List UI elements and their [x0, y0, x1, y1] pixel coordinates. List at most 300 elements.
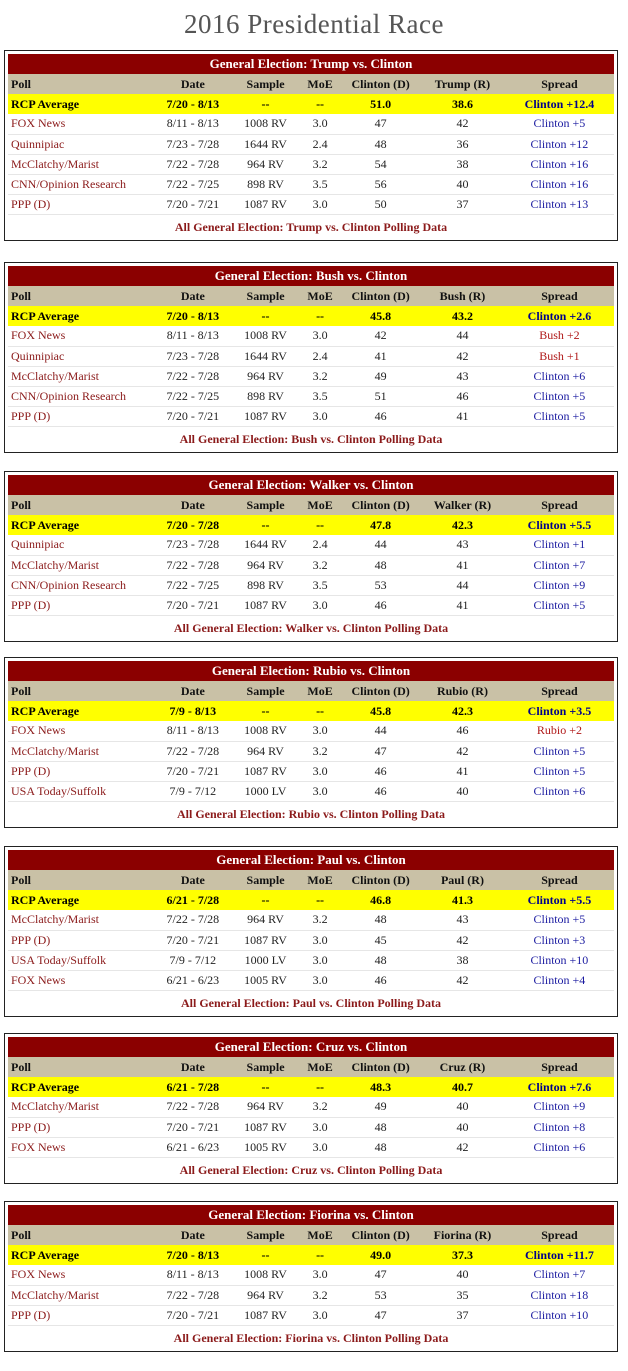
rcp-cell: -- [299, 515, 341, 535]
poll-name-link[interactable]: FOX News [8, 114, 153, 134]
table-cell: 1087 RV [232, 1305, 299, 1325]
rcp-average-row [8, 890, 614, 910]
table-cell: 7/22 - 7/28 [153, 741, 232, 761]
table-cell: 53 [341, 575, 420, 595]
spread-cell: Clinton +6 [505, 366, 614, 386]
table-cell: 1087 RV [232, 406, 299, 426]
column-header: Sample [232, 1057, 299, 1077]
poll-name-link[interactable]: Quinnipiac [8, 134, 153, 154]
table-cell: 1087 RV [232, 194, 299, 214]
table-cell: 3.5 [299, 174, 341, 194]
table-cell: 7/9 - 7/12 [153, 950, 232, 970]
poll-name-link[interactable]: FOX News [8, 326, 153, 346]
table-row [8, 721, 614, 741]
column-header: Clinton (D) [341, 870, 420, 890]
table-cell: 8/11 - 8/13 [153, 1265, 232, 1285]
poll-table-box [4, 1033, 618, 1184]
table-footer-row [8, 990, 614, 1016]
table-cell: 48 [341, 134, 420, 154]
table-cell: 1000 LV [232, 950, 299, 970]
table-cell: 7/20 - 7/21 [153, 194, 232, 214]
column-header: Date [153, 681, 232, 701]
rcp-cell: -- [299, 701, 341, 721]
table-cell: 46 [341, 761, 420, 781]
column-header: Paul (R) [420, 870, 505, 890]
polling-data-link[interactable]: All General Election: Walker vs. Clinton Polling Data [173, 620, 449, 635]
table-cell: 3.2 [299, 555, 341, 575]
poll-name-link[interactable]: USA Today/Suffolk [8, 781, 153, 801]
spread-cell: Clinton +5 [505, 595, 614, 615]
table-cell: 38 [420, 950, 505, 970]
poll-table [8, 850, 614, 1016]
poll-table [8, 661, 614, 827]
rcp-cell: 45.8 [341, 701, 420, 721]
table-row [8, 575, 614, 595]
table-cell: 7/9 - 7/12 [153, 781, 232, 801]
column-header: MoE [299, 286, 341, 306]
column-header: MoE [299, 1057, 341, 1077]
table-cell: 40 [420, 1097, 505, 1117]
table-row [8, 154, 614, 174]
poll-name-link[interactable]: CNN/Opinion Research [8, 174, 153, 194]
column-header: Clinton (D) [341, 74, 420, 94]
spread-cell: Clinton +5 [505, 386, 614, 406]
poll-name-link[interactable]: PPP (D) [8, 194, 153, 214]
column-header: Poll [8, 286, 153, 306]
spread-cell: Clinton +5 [505, 761, 614, 781]
table-cell: 47 [341, 1265, 420, 1285]
column-header: Date [153, 74, 232, 94]
table-title: General Election: Trump vs. Clinton [8, 54, 614, 74]
rcp-cell: -- [299, 306, 341, 326]
rcp-cell: 6/21 - 7/28 [153, 890, 232, 910]
table-cell: 1008 RV [232, 326, 299, 346]
table-cell: 36 [420, 134, 505, 154]
table-cell: 42 [420, 741, 505, 761]
column-header: Date [153, 870, 232, 890]
spread-cell: Clinton +4 [505, 970, 614, 990]
table-cell: 1087 RV [232, 761, 299, 781]
poll-name-link[interactable]: McClatchy/Marist [8, 366, 153, 386]
column-header: Date [153, 286, 232, 306]
rcp-cell: 41.3 [420, 890, 505, 910]
polling-data-link[interactable]: All General Election: Bush vs. Clinton Polling Data [179, 431, 443, 446]
table-cell: 6/21 - 6/23 [153, 1137, 232, 1157]
table-cell: 42 [420, 1137, 505, 1157]
column-header-row [8, 495, 614, 515]
table-cell: 3.0 [299, 326, 341, 346]
table-row [8, 1265, 614, 1285]
poll-table-box [4, 262, 618, 453]
table-cell: 2.4 [299, 535, 341, 555]
poll-table-box [4, 1201, 618, 1352]
table-cell: 3.2 [299, 910, 341, 930]
column-header: Poll [8, 681, 153, 701]
spread-cell: Clinton +16 [505, 154, 614, 174]
table-cell: 48 [341, 950, 420, 970]
table-cell: 964 RV [232, 366, 299, 386]
rcp-average-link[interactable]: RCP Average [8, 1245, 153, 1265]
table-cell: 42 [341, 326, 420, 346]
table-cell: 1005 RV [232, 1137, 299, 1157]
table-cell: 40 [420, 1265, 505, 1285]
column-header: MoE [299, 1225, 341, 1245]
table-cell: 8/11 - 8/13 [153, 326, 232, 346]
table-cell: 3.0 [299, 114, 341, 134]
rcp-average-link[interactable]: RCP Average [8, 515, 153, 535]
table-title: General Election: Bush vs. Clinton [8, 266, 614, 286]
rcp-cell: -- [299, 94, 341, 114]
rcp-cell: Clinton +11.7 [505, 1245, 614, 1265]
table-cell: 1644 RV [232, 535, 299, 555]
table-cell: 44 [420, 326, 505, 346]
table-cell: 3.2 [299, 154, 341, 174]
column-header: Clinton (D) [341, 1057, 420, 1077]
poll-name-link[interactable]: PPP (D) [8, 1117, 153, 1137]
table-cell: 46 [341, 406, 420, 426]
rcp-average-link[interactable]: RCP Average [8, 94, 153, 114]
poll-table-box [4, 471, 618, 642]
column-header: Poll [8, 1225, 153, 1245]
table-cell: 964 RV [232, 1097, 299, 1117]
column-header-row [8, 870, 614, 890]
rcp-cell: 47.8 [341, 515, 420, 535]
poll-name-link[interactable]: USA Today/Suffolk [8, 950, 153, 970]
rcp-cell: Clinton +5.5 [505, 890, 614, 910]
table-cell: 46 [420, 386, 505, 406]
rcp-cell: 7/20 - 7/28 [153, 515, 232, 535]
table-cell: 964 RV [232, 555, 299, 575]
rcp-cell: -- [232, 306, 299, 326]
table-row [8, 386, 614, 406]
table-cell: 7/20 - 7/21 [153, 1305, 232, 1325]
table-cell: 40 [420, 1117, 505, 1137]
spread-cell: Bush +1 [505, 346, 614, 366]
table-cell: 7/22 - 7/25 [153, 174, 232, 194]
column-header: Sample [232, 1225, 299, 1245]
column-header: Poll [8, 870, 153, 890]
poll-name-link[interactable]: McClatchy/Marist [8, 910, 153, 930]
rcp-average-row [8, 94, 614, 114]
column-header: Date [153, 1225, 232, 1245]
table-header-row [8, 661, 614, 681]
poll-name-link[interactable]: McClatchy/Marist [8, 1097, 153, 1117]
poll-name-link[interactable]: FOX News [8, 721, 153, 741]
rcp-cell: 38.6 [420, 94, 505, 114]
poll-name-link[interactable]: CNN/Opinion Research [8, 575, 153, 595]
table-cell: 1644 RV [232, 134, 299, 154]
column-header: Spread [505, 681, 614, 701]
table-cell: 898 RV [232, 575, 299, 595]
column-header: Poll [8, 495, 153, 515]
spread-cell: Clinton +18 [505, 1285, 614, 1305]
table-cell: 7/20 - 7/21 [153, 761, 232, 781]
table-footer-row [8, 214, 614, 240]
poll-name-link[interactable]: FOX News [8, 1265, 153, 1285]
column-header: Clinton (D) [341, 286, 420, 306]
poll-name-link[interactable]: McClatchy/Marist [8, 555, 153, 575]
rcp-average-link[interactable]: RCP Average [8, 701, 153, 721]
spread-cell: Clinton +16 [505, 174, 614, 194]
table-cell: 964 RV [232, 741, 299, 761]
column-header: Clinton (D) [341, 1225, 420, 1245]
table-cell: 7/23 - 7/28 [153, 535, 232, 555]
rcp-average-row [8, 1077, 614, 1097]
table-footer-row [8, 426, 614, 452]
column-header: Spread [505, 870, 614, 890]
table-header-row [8, 1205, 614, 1225]
polling-data-link[interactable]: All General Election: Fiorina vs. Clinton Polling Data [173, 1330, 449, 1345]
table-cell: 3.5 [299, 386, 341, 406]
table-row [8, 930, 614, 950]
table-cell: 964 RV [232, 1285, 299, 1305]
rcp-cell: Clinton +7.6 [505, 1077, 614, 1097]
table-cell: 7/22 - 7/28 [153, 555, 232, 575]
rcp-cell: -- [232, 515, 299, 535]
poll-table-box [4, 50, 618, 241]
column-header: Date [153, 495, 232, 515]
table-row [8, 781, 614, 801]
spread-cell: Clinton +9 [505, 575, 614, 595]
table-cell: 1008 RV [232, 114, 299, 134]
poll-name-link[interactable]: PPP (D) [8, 761, 153, 781]
poll-table [8, 1205, 614, 1351]
rcp-cell: 7/20 - 8/13 [153, 94, 232, 114]
table-cell: 44 [341, 721, 420, 741]
table-footer-row [8, 1157, 614, 1183]
rcp-cell: 7/9 - 8/13 [153, 701, 232, 721]
table-header-row [8, 266, 614, 286]
column-header: Cruz (R) [420, 1057, 505, 1077]
spread-cell: Clinton +5 [505, 406, 614, 426]
poll-table [8, 1037, 614, 1183]
rcp-average-row [8, 701, 614, 721]
poll-name-link[interactable]: Quinnipiac [8, 346, 153, 366]
poll-name-link[interactable]: Quinnipiac [8, 535, 153, 555]
table-cell: 3.0 [299, 406, 341, 426]
table-cell: 41 [420, 406, 505, 426]
spread-cell: Clinton +6 [505, 781, 614, 801]
table-cell: 1087 RV [232, 930, 299, 950]
table-header-row [8, 54, 614, 74]
poll-name-link[interactable]: McClatchy/Marist [8, 741, 153, 761]
rcp-cell: 49.0 [341, 1245, 420, 1265]
table-cell: 47 [341, 114, 420, 134]
table-cell: 37 [420, 1305, 505, 1325]
table-cell: 41 [420, 555, 505, 575]
table-cell: 1087 RV [232, 1117, 299, 1137]
table-cell: 42 [420, 970, 505, 990]
table-cell: 43 [420, 910, 505, 930]
column-header: MoE [299, 681, 341, 701]
table-cell: 3.0 [299, 595, 341, 615]
column-header: Sample [232, 870, 299, 890]
table-row [8, 1097, 614, 1117]
table-cell: 7/23 - 7/28 [153, 346, 232, 366]
polling-data-link[interactable]: All General Election: Trump vs. Clinton Polling Data [174, 219, 448, 234]
table-row [8, 910, 614, 930]
table-cell: 8/11 - 8/13 [153, 114, 232, 134]
table-header-row [8, 850, 614, 870]
table-cell: 1000 LV [232, 781, 299, 801]
table-footer-row [8, 1325, 614, 1351]
spread-cell: Clinton +5 [505, 910, 614, 930]
page-title: 2016 Presidential Race [184, 9, 444, 39]
rcp-cell: 7/20 - 8/13 [153, 1245, 232, 1265]
rcp-average-row [8, 306, 614, 326]
rcp-average-link[interactable]: RCP Average [8, 890, 153, 910]
rcp-average-link[interactable]: RCP Average [8, 1077, 153, 1097]
table-cell: 898 RV [232, 386, 299, 406]
table-row [8, 366, 614, 386]
rcp-cell: -- [232, 1077, 299, 1097]
table-cell: 42 [420, 346, 505, 366]
table-cell: 7/20 - 7/21 [153, 595, 232, 615]
table-cell: 48 [341, 1117, 420, 1137]
spread-cell: Clinton +13 [505, 194, 614, 214]
rcp-cell: -- [299, 1077, 341, 1097]
column-header: Clinton (D) [341, 681, 420, 701]
poll-name-link[interactable]: FOX News [8, 1137, 153, 1157]
table-footer-row [8, 615, 614, 641]
column-header-row [8, 681, 614, 701]
table-row [8, 174, 614, 194]
spread-cell: Clinton +5 [505, 741, 614, 761]
table-cell: 6/21 - 6/23 [153, 970, 232, 990]
column-header: Rubio (R) [420, 681, 505, 701]
table-cell: 3.5 [299, 575, 341, 595]
table-title: General Election: Walker vs. Clinton [8, 475, 614, 495]
poll-table-box [4, 657, 618, 828]
table-cell: 7/20 - 7/21 [153, 406, 232, 426]
polling-data-link[interactable]: All General Election: Rubio vs. Clinton Polling Data [176, 806, 445, 821]
table-header-row [8, 1037, 614, 1057]
spread-cell: Clinton +3 [505, 930, 614, 950]
column-header: Spread [505, 286, 614, 306]
column-header: Sample [232, 74, 299, 94]
table-cell: 41 [420, 595, 505, 615]
spread-cell: Clinton +8 [505, 1117, 614, 1137]
column-header: MoE [299, 495, 341, 515]
column-header-row [8, 286, 614, 306]
rcp-cell: -- [299, 1245, 341, 1265]
table-row [8, 1285, 614, 1305]
polling-data-link[interactable]: All General Election: Cruz vs. Clinton Polling Data [179, 1162, 443, 1177]
poll-name-link[interactable]: CNN/Opinion Research [8, 386, 153, 406]
rcp-cell: 48.3 [341, 1077, 420, 1097]
table-cell: 38 [420, 154, 505, 174]
column-header-row [8, 1225, 614, 1245]
table-title: General Election: Cruz vs. Clinton [8, 1037, 614, 1057]
table-cell: 3.0 [299, 781, 341, 801]
rcp-cell: -- [232, 890, 299, 910]
table-cell: 47 [341, 741, 420, 761]
spread-cell: Bush +2 [505, 326, 614, 346]
rcp-cell: 40.7 [420, 1077, 505, 1097]
table-cell: 3.2 [299, 1285, 341, 1305]
table-cell: 1087 RV [232, 595, 299, 615]
rcp-average-link[interactable]: RCP Average [8, 306, 153, 326]
table-footer-row [8, 801, 614, 827]
table-cell: 3.0 [299, 721, 341, 741]
rcp-cell: Clinton +3.5 [505, 701, 614, 721]
table-cell: 46 [341, 781, 420, 801]
poll-name-link[interactable]: McClatchy/Marist [8, 154, 153, 174]
poll-name-link[interactable]: PPP (D) [8, 406, 153, 426]
table-cell: 8/11 - 8/13 [153, 721, 232, 741]
column-header: Sample [232, 495, 299, 515]
poll-name-link[interactable]: PPP (D) [8, 930, 153, 950]
polling-data-link[interactable]: All General Election: Paul vs. Clinton Polling Data [181, 995, 441, 1010]
table-cell: 1008 RV [232, 721, 299, 741]
spread-cell: Rubio +2 [505, 721, 614, 741]
table-cell: 964 RV [232, 910, 299, 930]
rcp-cell: 6/21 - 7/28 [153, 1077, 232, 1097]
table-cell: 1005 RV [232, 970, 299, 990]
rcp-average-row [8, 1245, 614, 1265]
table-cell: 51 [341, 386, 420, 406]
rcp-cell: -- [299, 890, 341, 910]
table-row [8, 1117, 614, 1137]
table-cell: 3.0 [299, 930, 341, 950]
table-cell: 7/20 - 7/21 [153, 1117, 232, 1137]
table-row [8, 555, 614, 575]
table-cell: 3.0 [299, 194, 341, 214]
table-row [8, 346, 614, 366]
spread-cell: Clinton +12 [505, 134, 614, 154]
poll-name-link[interactable]: McClatchy/Marist [8, 1285, 153, 1305]
table-cell: 48 [341, 1137, 420, 1157]
table-cell: 40 [420, 174, 505, 194]
table-cell: 7/22 - 7/28 [153, 366, 232, 386]
table-row [8, 970, 614, 990]
table-cell: 964 RV [232, 154, 299, 174]
table-title: General Election: Rubio vs. Clinton [8, 661, 614, 681]
table-cell: 43 [420, 366, 505, 386]
column-header: Sample [232, 286, 299, 306]
table-row [8, 406, 614, 426]
table-row [8, 134, 614, 154]
poll-name-link[interactable]: PPP (D) [8, 1305, 153, 1325]
column-header: Spread [505, 74, 614, 94]
table-row [8, 741, 614, 761]
table-cell: 44 [341, 535, 420, 555]
table-cell: 1644 RV [232, 346, 299, 366]
column-header: Date [153, 1057, 232, 1077]
column-header: Spread [505, 1225, 614, 1245]
table-cell: 49 [341, 1097, 420, 1117]
table-cell: 2.4 [299, 346, 341, 366]
table-cell: 37 [420, 194, 505, 214]
column-header: Poll [8, 1057, 153, 1077]
poll-name-link[interactable]: PPP (D) [8, 595, 153, 615]
table-cell: 43 [420, 535, 505, 555]
column-header: Poll [8, 74, 153, 94]
table-cell: 3.0 [299, 761, 341, 781]
table-cell: 41 [420, 761, 505, 781]
table-cell: 46 [420, 721, 505, 741]
table-cell: 42 [420, 930, 505, 950]
rcp-cell: 42.3 [420, 701, 505, 721]
table-cell: 53 [341, 1285, 420, 1305]
rcp-average-row [8, 515, 614, 535]
poll-name-link[interactable]: FOX News [8, 970, 153, 990]
column-header: Walker (R) [420, 495, 505, 515]
table-cell: 898 RV [232, 174, 299, 194]
column-header: MoE [299, 74, 341, 94]
table-cell: 7/22 - 7/28 [153, 1285, 232, 1305]
table-cell: 3.2 [299, 1097, 341, 1117]
